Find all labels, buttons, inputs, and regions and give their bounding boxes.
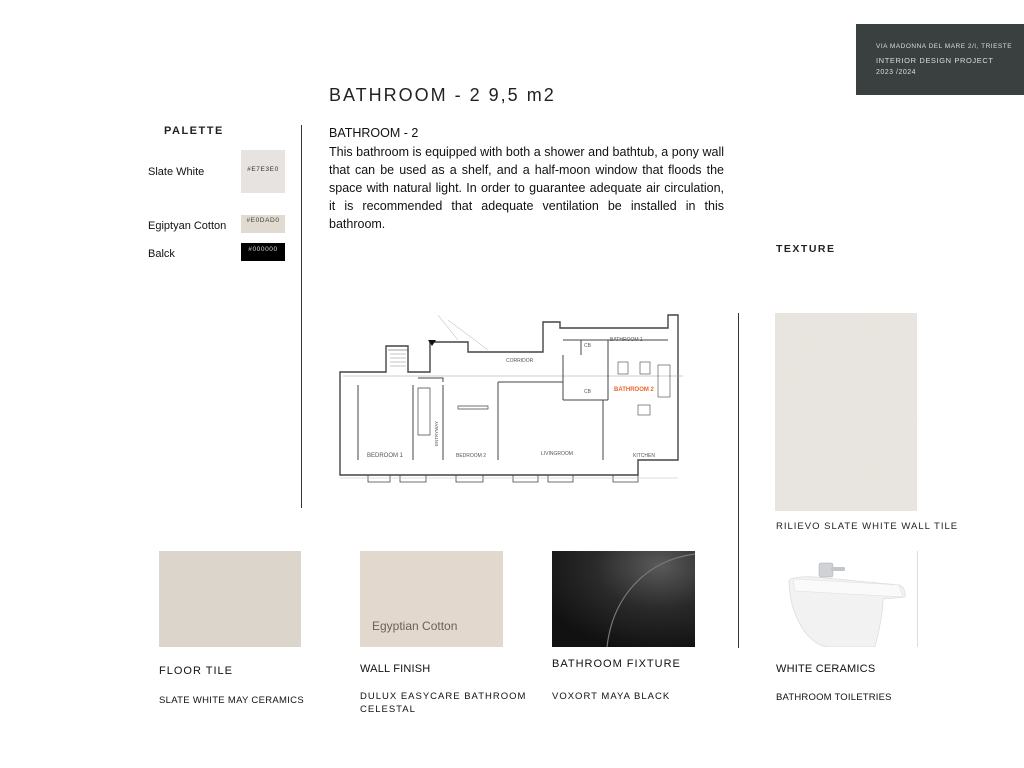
- plan-label-bathroom-2: BATHROOM 2: [614, 387, 654, 393]
- wall-finish-image-text: Egyptian Cotton: [372, 619, 458, 633]
- floor-tile-subtitle: SLATE WHITE MAY CERAMICS: [159, 695, 304, 706]
- bathroom-fixture-title: BATHROOM FIXTURE: [552, 658, 681, 670]
- project-address: VIA MADONNA DEL MARE 2/I, TRIESTE: [876, 43, 1013, 50]
- plan-label-bathroom-1: BATHROOM 1: [610, 337, 643, 343]
- wall-finish-title: WALL FINISH: [360, 663, 431, 675]
- plan-label-entryway: ENTRYWAY: [434, 421, 439, 446]
- floor-tile-title: FLOOR TILE: [159, 665, 233, 677]
- texture-title: TEXTURE: [776, 243, 836, 255]
- plan-label-kitchen: KITCHEN: [633, 453, 655, 459]
- project-type: INTERIOR DESIGN PROJECT: [876, 56, 994, 65]
- plan-label-corridor: CORRIDOR: [506, 358, 534, 364]
- plan-label-livingroom: LIVINGROOM: [541, 451, 573, 457]
- texture-caption: RILIEVO SLATE WHITE WALL TILE: [776, 521, 959, 532]
- plan-label-bedroom-2: BEDROOM 2: [456, 453, 487, 459]
- description-body: This bathroom is equipped with both a shower and bathtub, a pony wall that can be used as a shelf, and a half-moon window that floods the space with natural light. In order to guarantee adequate air circulation, it is recommended that adequate ventilation be installed in this bathroom.: [329, 145, 724, 231]
- wall-finish-subtitle: DULUX EASYCARE BATHROOM CELESTAL: [360, 691, 527, 715]
- project-info-box: [856, 24, 1024, 95]
- floor-tile-image: [159, 551, 301, 647]
- bathroom-fixture-subtitle: VOXORT MAYA BLACK: [552, 691, 671, 702]
- divider-line: [301, 125, 302, 508]
- page-title: BATHROOM - 2 9,5 m2: [329, 85, 556, 105]
- plan-label-cb-2: CB: [584, 389, 591, 395]
- wall-finish-image: [360, 551, 503, 647]
- palette-color-name-slate-white: Slate White: [148, 166, 205, 178]
- floor-plan: [338, 310, 688, 492]
- palette-swatch-egyptian-cotton: #E0DAD0: [241, 215, 285, 233]
- white-ceramics-title: WHITE CERAMICS: [776, 663, 876, 675]
- plan-label-cb-1: CB: [584, 343, 591, 349]
- palette-color-name-black: Balck: [148, 248, 175, 260]
- palette-swatch-slate-white: #E7E3E0: [241, 150, 285, 193]
- palette-color-name-egyptian-cotton: Egiptyan Cotton: [148, 220, 227, 232]
- palette-swatch-black: #000000: [241, 243, 285, 261]
- texture-image: [775, 313, 917, 511]
- divider-line: [738, 313, 739, 648]
- plan-label-bedroom-1: BEDROOM 1: [367, 453, 404, 459]
- project-year: 2023 /2024: [876, 69, 917, 76]
- bathroom-fixture-image: [552, 551, 695, 647]
- white-ceramics-image: [775, 551, 918, 647]
- white-ceramics-subtitle: BATHROOM TOILETRIES: [776, 692, 892, 703]
- description-title: BATHROOM - 2: [329, 126, 419, 140]
- palette-title: PALETTE: [164, 125, 224, 137]
